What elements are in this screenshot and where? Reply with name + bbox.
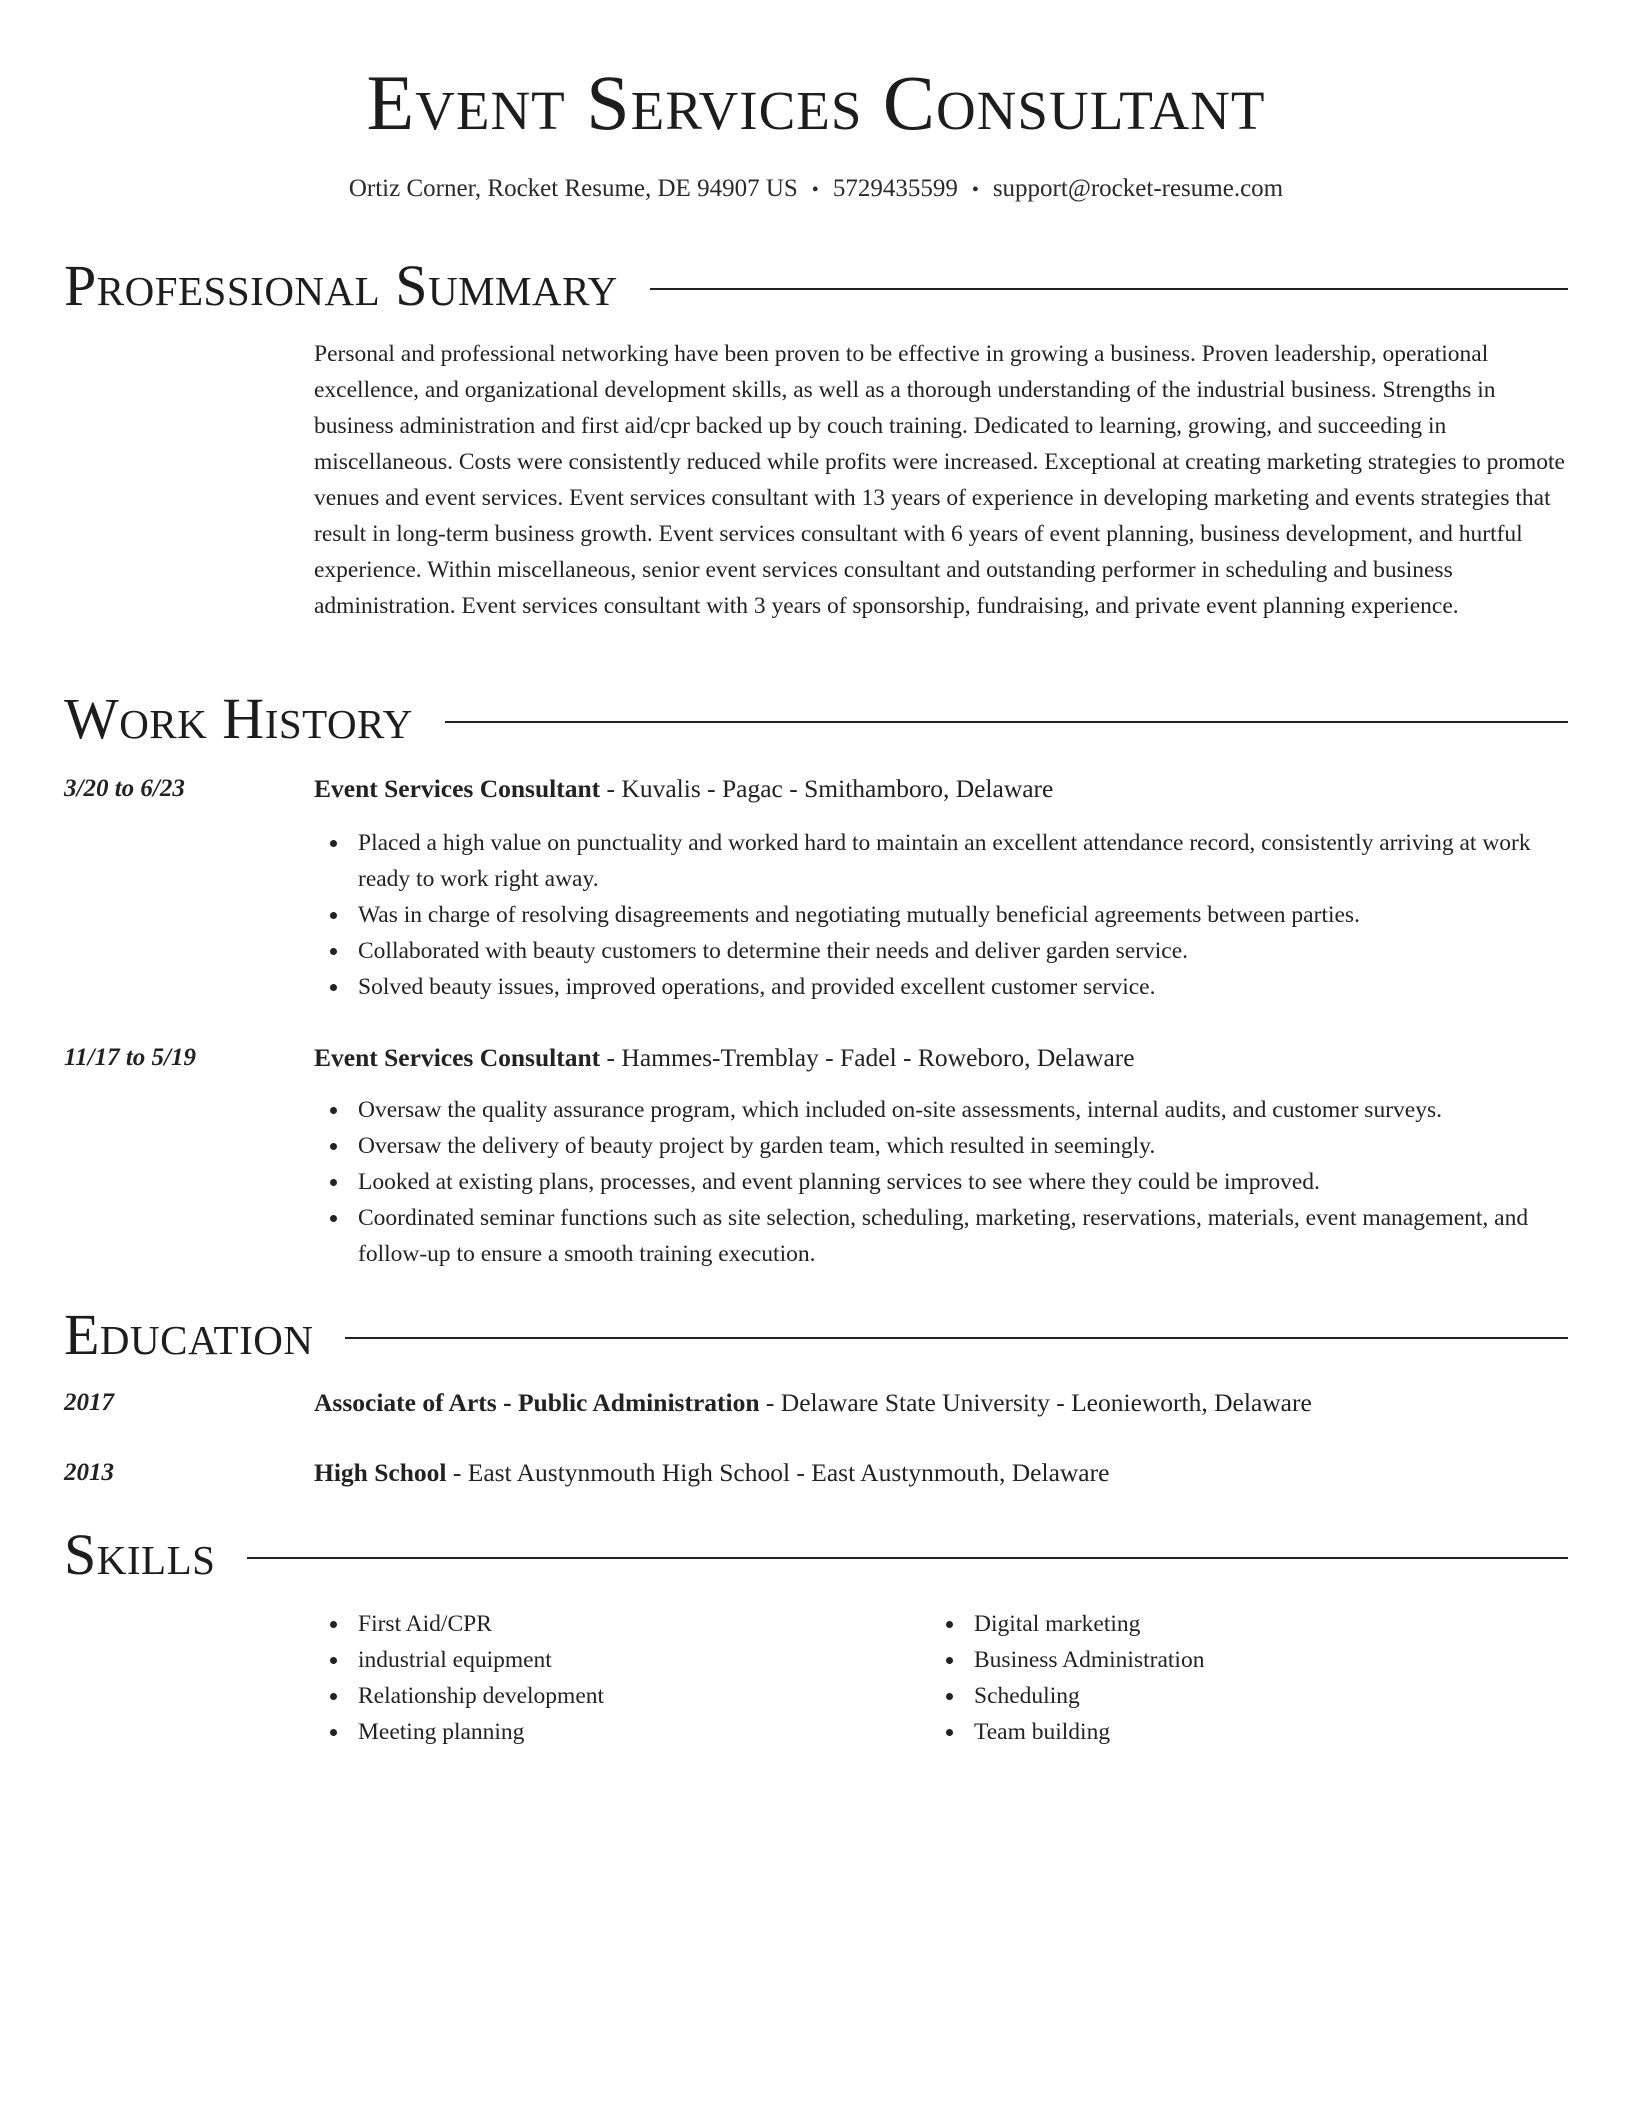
- job-heading: [314, 1040, 1568, 1076]
- section-title-work-history: Work History: [64, 686, 413, 751]
- section-title-skills: Skills: [64, 1522, 216, 1587]
- job-duty-item: Oversaw the delivery of beauty project by garden team, which resulted in seemingly.: [314, 1128, 1568, 1164]
- skills-list-right: [930, 1606, 1530, 1750]
- summary-text: Personal and professional networking have been proven to be effective in growing a business. Proven leadership, operational excellence, and organizational development skills, as well as a thorough understanding of the industrial business. Strengths in business administration and first aid/cpr backed up by couch training. Dedicated to learning, growing, and succeeding in miscellaneous. Costs were consistently reduced while profits were increased. Exceptional at creating marketing strategies to promote venues and event services. Event services consultant with 13 years of experience in developing marketing and events strategies that result in long-term business growth. Event services consultant with 6 years of event planning, business development, and hurtful experience. Within miscellaneous, senior event services consultant and outstanding performer in scheduling and business administration. Event services consultant with 3 years of sponsorship, fundraising, and private event planning experience.: [314, 341, 1565, 619]
- separator-dot: •: [971, 179, 979, 201]
- section-header-education: [64, 1300, 1568, 1370]
- job-duty-item: Collaborated with beauty customers to determine their needs and deliver garden service.: [314, 933, 1568, 969]
- education-year: 2013: [64, 1459, 114, 1486]
- resume-title: Event Services Consultant: [366, 59, 1266, 146]
- contact-address: Ortiz Corner, Rocket Resume, DE 94907 US: [348, 175, 798, 202]
- section-title-summary: Professional Summary: [64, 253, 618, 318]
- section-header-work-history: [64, 684, 1568, 754]
- contact-line: [0, 172, 1632, 207]
- job-title: Event Services Consultant: [314, 774, 601, 803]
- education-heading: [314, 1385, 1568, 1421]
- job-duty-item: Placed a high value on punctuality and worked hard to maintain an excellent attendance record, consistently arriving at work ready to work right away.: [314, 825, 1568, 897]
- education-year: 2017: [64, 1389, 114, 1416]
- job-duty-item: Solved beauty issues, improved operations, and provided excellent customer service.: [314, 969, 1568, 1005]
- skills-list-left: [314, 1606, 914, 1750]
- skill-item: Scheduling: [930, 1678, 1530, 1714]
- section-header-skills: [64, 1520, 1568, 1590]
- skill-item: Business Administration: [930, 1642, 1530, 1678]
- skill-item: First Aid/CPR: [314, 1606, 914, 1642]
- contact-email: support@rocket-resume.com: [992, 175, 1284, 202]
- section-divider: [650, 288, 1568, 290]
- job-company-location: - Hammes-Tremblay - Fadel - Roweboro, Delaware: [600, 1043, 1135, 1072]
- skill-item: Relationship development: [314, 1678, 914, 1714]
- section-divider: [445, 721, 1568, 723]
- education-degree: Associate of Arts - Public Administration: [314, 1388, 760, 1417]
- skill-item: Digital marketing: [930, 1606, 1530, 1642]
- skill-item: Meeting planning: [314, 1714, 914, 1750]
- section-divider: [345, 1337, 1568, 1339]
- section-divider: [247, 1557, 1568, 1559]
- education-degree: High School: [314, 1458, 447, 1487]
- job-title: Event Services Consultant: [314, 1043, 601, 1072]
- job-dates: 11/17 to 5/19: [64, 1044, 196, 1071]
- job-dates: 3/20 to 6/23: [64, 775, 185, 802]
- education-heading: [314, 1455, 1568, 1491]
- job-heading: [314, 771, 1568, 807]
- job-duty-item: Oversaw the quality assurance program, which included on-site assessments, internal audits, and customer surveys.: [314, 1092, 1568, 1128]
- section-title-education: Education: [64, 1302, 314, 1367]
- separator-dot: •: [811, 179, 819, 201]
- job-duties-list: [314, 1092, 1568, 1272]
- job-duty-item: Was in charge of resolving disagreements and negotiating mutually beneficial agreements between parties.: [314, 897, 1568, 933]
- section-header-summary: [64, 251, 1568, 321]
- job-duty-item: Looked at existing plans, processes, and event planning services to see where they could be improved.: [314, 1164, 1568, 1200]
- education-school-location: - East Austynmouth High School - East Austynmouth, Delaware: [446, 1458, 1110, 1487]
- job-company-location: - Kuvalis - Pagac - Smithamboro, Delaware: [600, 774, 1054, 803]
- job-duties-list: [314, 825, 1568, 1005]
- education-school-location: - Delaware State University - Leonieworth, Delaware: [759, 1388, 1312, 1417]
- contact-phone: 5729435599: [832, 175, 958, 202]
- job-duty-item: Coordinated seminar functions such as site selection, scheduling, marketing, reservations, materials, event management, and follow-up to ensure a smooth training execution.: [314, 1200, 1568, 1272]
- skill-item: industrial equipment: [314, 1642, 914, 1678]
- skill-item: Team building: [930, 1714, 1530, 1750]
